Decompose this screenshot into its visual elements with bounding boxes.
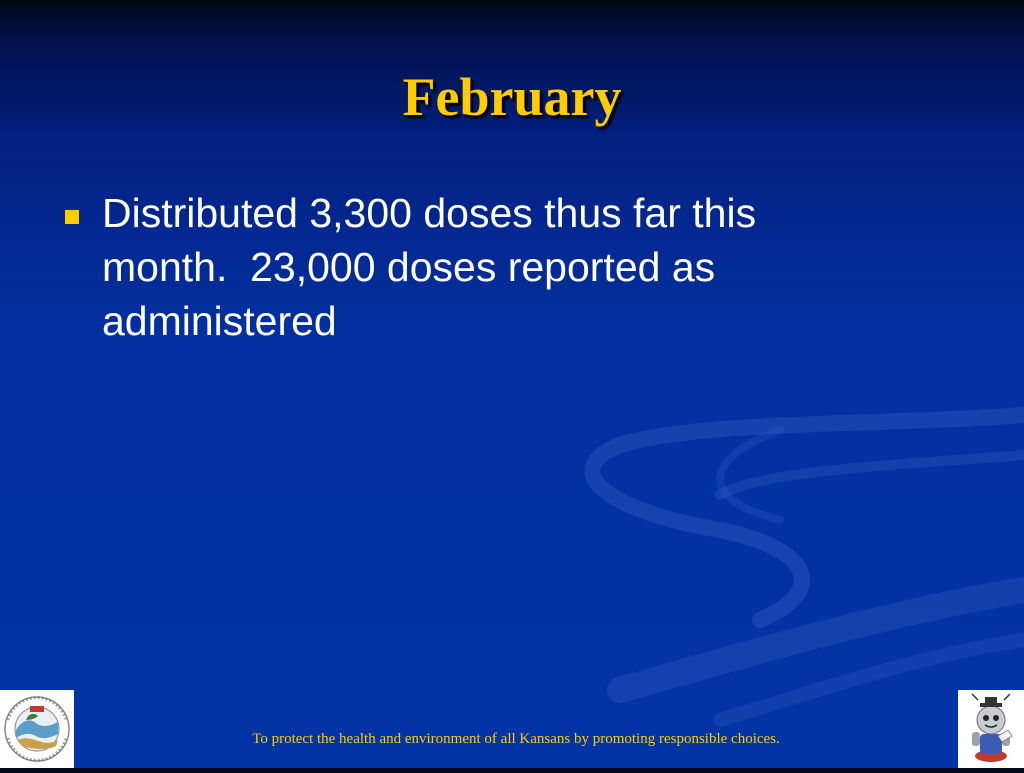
kdhe-seal-icon [0,690,74,768]
mascot-icon [958,690,1024,768]
bullet-text: Distributed 3,300 doses thus far this month. 23,000 doses reported as administered [102,190,768,344]
bullet-item [62,186,862,348]
slide-title: February [402,67,622,127]
bullet-list [62,186,862,348]
square-bullet-icon [65,210,79,224]
footer-tagline: To protect the health and environment of all Kansans by promoting responsible choices. [252,731,780,747]
